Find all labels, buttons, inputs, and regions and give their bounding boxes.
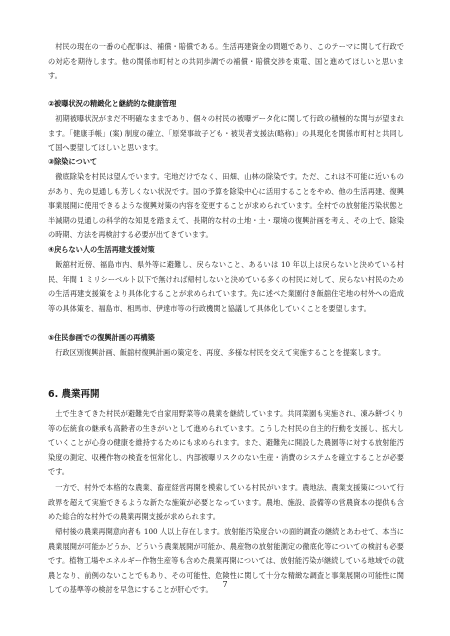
paragraph-agriculture-3: 帰村後の農業再開意向者も 100 人以上存在します。放射能汚染度合いの面的調査の継続とあわせて、本当に農業展開が可能かどうか、どういう農業展開が可能か、農産物の放射能測定の徹底化等についての検討も必要です。植物工場やエネルギー作物生産等も含めた農業再開については、放射能汚染が継続している地域での就農となり、前例のないことでもあり、その可能性、危険性に関して十分な精緻な調査と事業展開の可能性に関しての基準等の検討を早急にすることが肝心です。 bbox=[48, 527, 404, 594]
heading-health-management: ②被曝状況の精緻化と継続的な健康管理 bbox=[48, 99, 177, 108]
paragraph-agriculture-1: 土で生きてきた村民が避難先で自家用野菜等の農業を継続しています。共同菜園も実施され、凍み餅づくり等の伝統食の継承も高齢者の生きがいとして進められています。こうした村民の自主的行動を支援し、拡大していくことが心身の健康を維持するためにも求められます。また、避難先に開設した農園等に対する放射能汚染度の測定、収穫作物の検査を恒常化し、内部被曝リスクのない生産・消費のシステムを確立することが必要です。 bbox=[48, 409, 404, 476]
paragraph-health-management: 初期被曝状況がまだ不明確なままであり、個々の村民の被曝データ化に関して行政の積極的な関与が望まれます。「健康手帳」(案) 制度の確立、「原発事故子ども・被災者支援法(略称)」の具現化を関係市町村と共同して国へ要望してほしいと思います。 bbox=[48, 114, 404, 152]
section-title-agriculture: 6. 農業再開 bbox=[48, 389, 100, 400]
paragraph-agriculture-2: 一方で、村外で本格的な農業、畜産経営再開を模索している村民がいます。農地法、農業支援策について行政界を超えて実施できるような新たな施策が必要となっています。農地、施設、設備等の営農資本の提供も含めた総合的な村外での農業再開支援が求められます。 bbox=[48, 483, 404, 521]
heading-decontamination: ③除染について bbox=[48, 157, 98, 166]
intro-paragraph: 村民の現在の一番の心配事は、補償・賠償である。生活再建資金の問題であり、このテーマに関して行政での対応を期待します。他の関係市町村との共同歩調での補償・賠償交渉を東電、国と進めてほしいと思います。 bbox=[48, 42, 404, 80]
paragraph-decontamination: 徹底除染を村民は望んでいます。宅地だけでなく、田畑、山林の除染です。ただ、これは不可能に近いものがあり、先の見通しも芳しくない状況です。国の予算を除染中心に活用することをやめ、他の生活再建、復興事業展開に使用できるような復興対策の内容を変更することが求められています。全村での放射能汚染状態と半減期の見通しの科学的な知見を踏まえて、長期的な村の土地・土・環境の復興計画を考え、その上で、除染の時期、方法を再検討する必要が出てきています。 bbox=[48, 172, 404, 239]
heading-resident-participation: ⑤住民参画での復興計画の再構築 bbox=[48, 333, 155, 342]
paragraph-non-returning-support: 飯舘村近傍、福島市内、県外等に避難し、戻らないこと、あるいは 10 年以上は戻らないと決めている村民、年間 1 ミリシーベルト以下で無ければ帰村しないと決めている多くの村民に対して、戻らない村民のための生活再建支援策をより具体化することが求められています。先に述べた業園付き飯舘住宅地の村外への造成等の具体策を、福島市、相馬市、伊達市等の行政機関と協議して具体化していくことを要望します。 bbox=[48, 260, 404, 313]
heading-non-returning-support: ④戻らない人の生活再建支援対策 bbox=[48, 245, 155, 254]
page-number: 7 bbox=[222, 580, 228, 589]
paragraph-resident-participation: 行政区別復興計画、飯舘村復興計画の策定を、再度、多様な村民を交えて実施することを提案します。 bbox=[55, 348, 386, 357]
